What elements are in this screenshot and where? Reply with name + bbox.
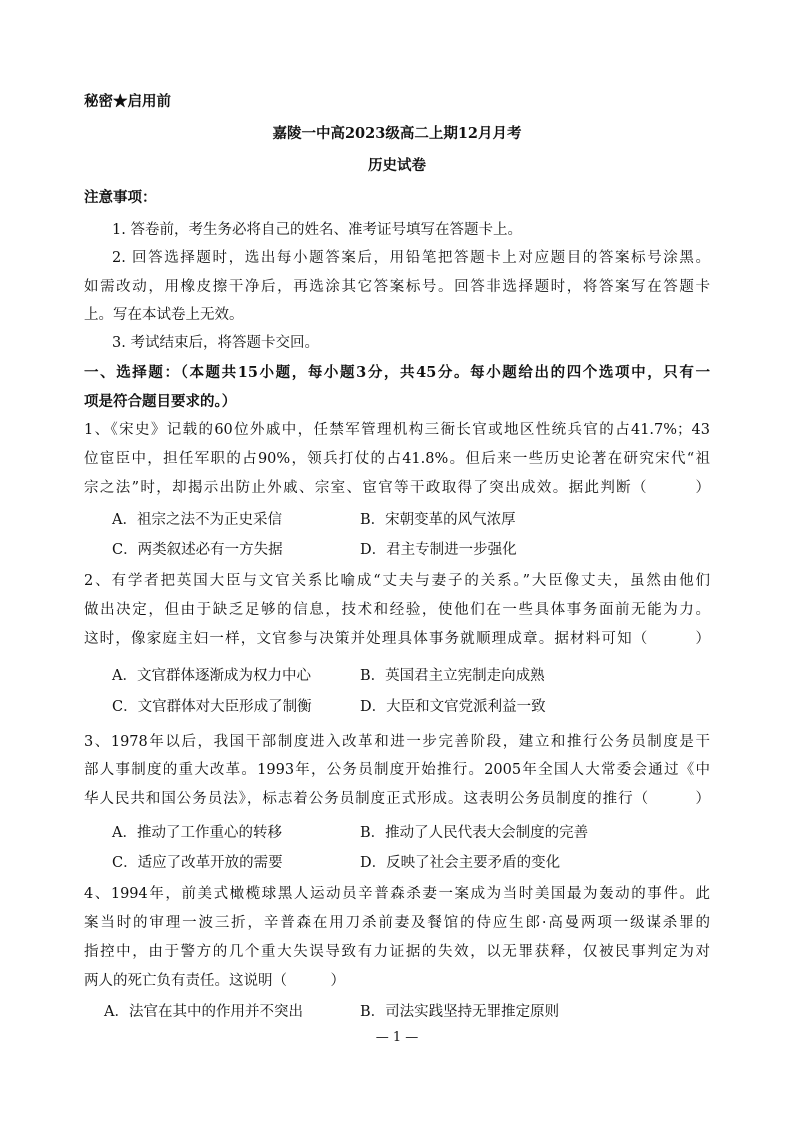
question-1-line: 1、《宋史》记载的60位外戚中，任禁军管理机构三衙长官或地区性统兵官的占41.7%；43 <box>84 422 710 438</box>
question-2-option-a: A．文官群体逐渐成为权力中心 <box>112 668 311 684</box>
question-2-line: 这时，像家庭主妇一样，文官参与决策并处理具体事务就顺理成章。据材料可知（ ） <box>84 631 710 647</box>
notes-line: 上。写在本试卷上无效。 <box>84 307 244 323</box>
notes-line: 如需改动，用橡皮擦干净后，再选涂其它答案标号。回答非选择题时，将答案写在答题卡 <box>84 279 710 295</box>
section-heading-cont: 项是符合题目要求的。） <box>84 393 237 410</box>
question-1-line: 宗之法”时，却揭示出防止外戚、宗室、宦官等干政取得了突出成效。据此判断（ ） <box>84 480 710 496</box>
question-4-line: 4、1994年，前美式橄榄球黑人运动员辛普森杀妻一案成为当时美国最为轰动的事件。此 <box>84 886 710 902</box>
question-2-option-d: D．大臣和文官党派利益一致 <box>360 699 546 715</box>
notes-line: 1. 答卷前，考生务必将自己的姓名、准考证号填写在答题卡上。 <box>112 222 522 238</box>
question-3-line: 3、1978年以后，我国干部制度进入改革和进一步完善阶段，建立和推行公务员制度是干 <box>84 734 710 750</box>
question-4-option-a: A．法官在其中的作用并不突出 <box>104 1004 303 1020</box>
exam-subtitle: 历史试卷 <box>368 157 426 174</box>
notes-line: 3. 考试结束后，将答题卡交回。 <box>112 335 319 351</box>
question-2-line: 2、有学者把英国大臣与文官关系比喻成“丈夫与妻子的关系。”大臣像丈夫，虽然由他们 <box>84 573 710 589</box>
question-4-line: 两人的死亡负有责任。这说明（ ） <box>84 973 345 989</box>
question-4-option-b: B．司法实践坚持无罪推定原则 <box>360 1004 560 1020</box>
page-number: — 1 — <box>375 1030 419 1045</box>
question-4-line: 指控中，由于警方的几个重大失误导致有力证据的失效，以无罪获释，仅被民事判定为对 <box>84 944 710 960</box>
question-4-line: 案当时的审理一波三折，辛普森在用刀杀前妻及餐馆的侍应生郎·高曼两项一级谋杀罪的 <box>84 915 710 931</box>
question-3-option-c: C．适应了改革开放的需要 <box>112 855 283 871</box>
question-3-option-d: D．反映了社会主要矛盾的变化 <box>360 855 561 871</box>
question-1-line: 位宦臣中，担任军职的占90%，领兵打仗的占41.8%。但后来一些历史论著在研究宋代“祖 <box>84 451 710 467</box>
question-2-option-c: C．文官群体对大臣形成了制衡 <box>112 699 312 715</box>
question-2-line: 做出决定，但由于缺乏足够的信息，技术和经验，使他们在一些具体事务面前无能为力。 <box>84 602 710 618</box>
question-3-line: 华人民共和国公务员法》，标志着公务员制度正式形成。这表明公务员制度的推行（ ） <box>84 791 710 807</box>
question-3-option-b: B．推动了人民代表大会制度的完善 <box>360 825 589 841</box>
question-1-option-d: D．君主专制进一步强化 <box>360 542 517 558</box>
question-1-option-a: A．祖宗之法不为正史采信 <box>112 512 282 528</box>
confidential-label: 秘密★启用前 <box>84 93 171 110</box>
question-1-option-b: B．宋朝变革的风气浓厚 <box>360 512 516 528</box>
exam-title: 嘉陵一中高2023级高二上期12月月考 <box>272 125 522 142</box>
question-2-option-b: B．英国君主立宪制走向成熟 <box>360 668 545 684</box>
section-heading: 一、选择题：（本题共15小题，每小题3分，共45分。每小题给出的四个选项中，只有一 <box>84 364 710 381</box>
notes-heading: 注意事项： <box>84 189 157 206</box>
question-3-line: 部人事制度的重大改革。1993年，公务员制度开始推行。2005年全国人大常委会通过《中 <box>84 762 710 778</box>
question-3-option-a: A．推动了工作重心的转移 <box>112 825 282 841</box>
notes-line: 2. 回答选择题时，选出每小题答案后，用铅笔把答题卡上对应题目的答案标号涂黑。 <box>112 250 710 266</box>
question-1-option-c: C．两类叙述必有一方失据 <box>112 542 283 558</box>
